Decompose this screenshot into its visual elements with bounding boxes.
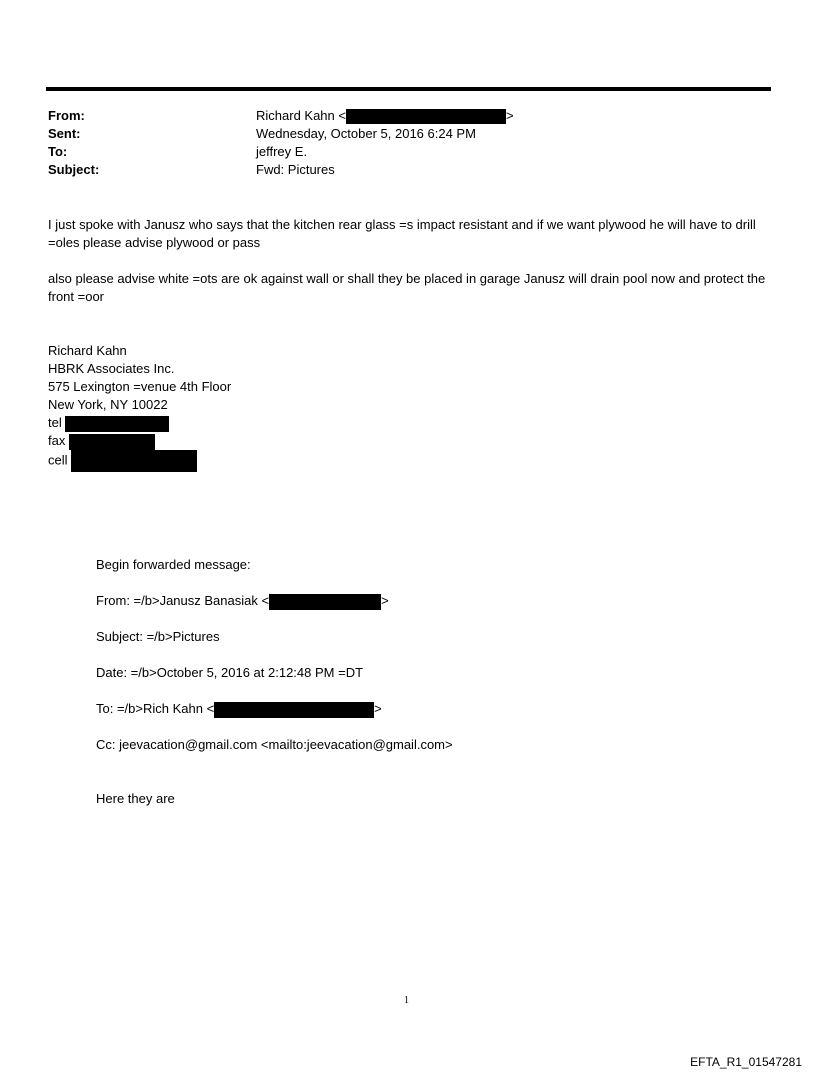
forwarded-to-close: > <box>374 701 382 716</box>
signature-company: HBRK Associates Inc. <box>48 361 175 376</box>
fax-label: fax <box>48 433 66 448</box>
forwarded-cc: Cc: jeevacation@gmail.com <mailto:jeevacation@gmail.com> <box>96 737 453 752</box>
redaction-block <box>269 594 381 610</box>
email-header <box>48 107 514 179</box>
forwarded-from-text: From: =/b>Janusz Banasiak < <box>96 593 270 608</box>
to-row <box>48 143 514 161</box>
to-value: jeffrey E. <box>256 144 308 159</box>
from-label: From: <box>48 108 85 123</box>
forwarded-from-close: > <box>381 593 389 608</box>
redaction-block <box>69 434 155 450</box>
sent-label: Sent: <box>48 126 81 141</box>
signature-address-2: New York, NY 10022 <box>48 397 168 412</box>
subject-row <box>48 161 514 179</box>
forwarded-intro: Begin forwarded message: <box>96 557 251 572</box>
subject-value: Fwd: Pictures <box>256 162 335 177</box>
tel-label: tel <box>48 415 62 430</box>
forwarded-to-text: To: =/b>Rich Kahn < <box>96 701 215 716</box>
redaction-block <box>71 450 197 472</box>
signature-block <box>48 342 231 468</box>
redaction-block <box>346 109 506 124</box>
header-rule <box>46 87 771 91</box>
forwarded-message: Here they are <box>96 791 175 806</box>
to-label: To: <box>48 144 68 159</box>
forwarded-date: Date: =/b>October 5, 2016 at 2:12:48 PM =DT <box>96 665 364 680</box>
sent-value: Wednesday, October 5, 2016 6:24 PM <box>256 126 476 141</box>
document-id: EFTA_R1_01547281 <box>690 1055 802 1069</box>
sent-row <box>48 125 514 143</box>
forwarded-to <box>96 700 382 718</box>
forwarded-from <box>96 592 389 610</box>
page-number: 1 <box>404 995 409 1006</box>
body-paragraph-2: also please advise white =ots are ok against wall or shall they be placed in garage Janusz will drain pool now and protect the front =oor <box>48 271 766 304</box>
forwarded-subject: Subject: =/b>Pictures <box>96 629 220 644</box>
redaction-block <box>214 702 374 718</box>
signature-address-1: 575 Lexington =venue 4th Floor <box>48 379 232 394</box>
redaction-block <box>65 416 169 432</box>
from-close: > <box>505 108 514 123</box>
body-paragraph-1: I just spoke with Janusz who says that the kitchen rear glass =s impact resistant and if we want plywood he will have to drill =oles please advise plywood or pass <box>48 217 756 250</box>
signature-name: Richard Kahn <box>48 343 127 358</box>
subject-label: Subject: <box>48 162 100 177</box>
signature-fax <box>48 432 231 450</box>
from-name: Richard Kahn < <box>256 108 346 123</box>
from-value <box>256 107 514 125</box>
cell-label: cell <box>48 452 68 468</box>
signature-cell <box>48 450 231 468</box>
signature-tel <box>48 414 231 432</box>
from-row <box>48 107 514 125</box>
